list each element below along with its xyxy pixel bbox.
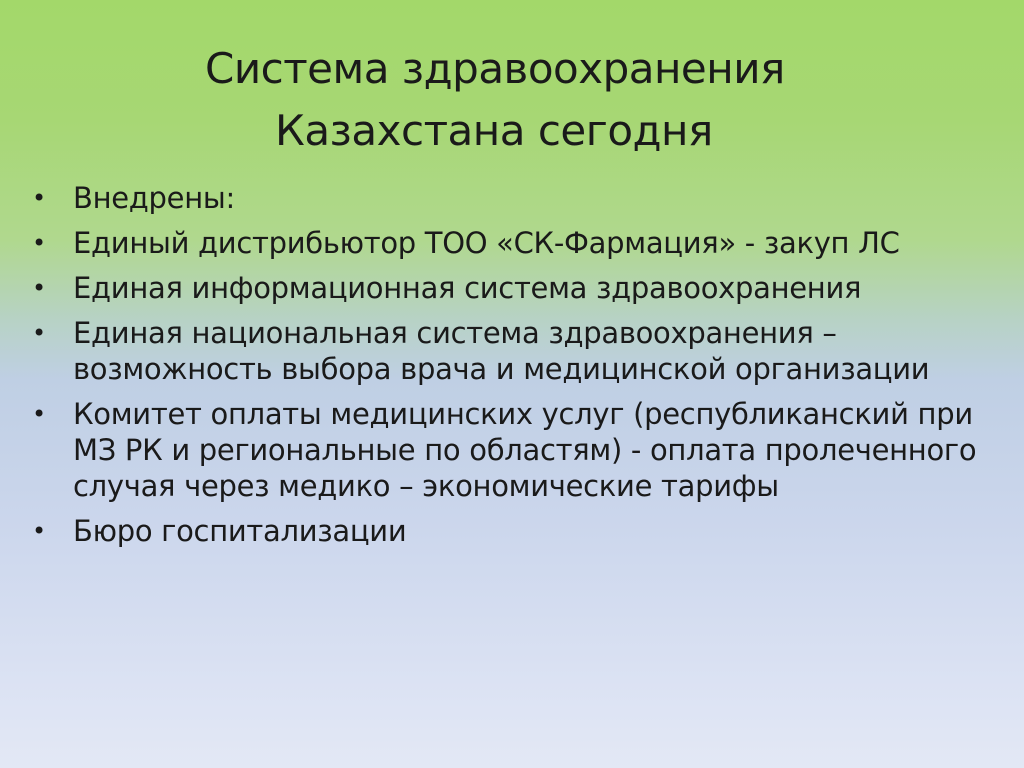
slide-title — [0, 38, 1024, 162]
bullet-icon: • — [32, 274, 46, 302]
bullet-icon: • — [32, 229, 46, 257]
bullet-text: Единая информационная система здравоохранения — [73, 271, 862, 305]
bullet-item-hospitalization-bureau — [32, 513, 992, 549]
bullet-icon: • — [32, 184, 46, 212]
bullet-text: Бюро госпитализации — [73, 514, 407, 548]
bullet-text: Единая национальная система здравоохранения – возможность выбора врача и медицинской организации — [73, 316, 930, 386]
bullet-text: Внедрены: — [73, 181, 235, 215]
bullet-item-distributor — [32, 225, 992, 261]
bullet-text: Единый дистрибьютор ТОО «СК-Фармация» - закуп ЛС — [73, 226, 900, 260]
bullet-item-information-system — [32, 270, 992, 306]
bullet-item-national-system — [32, 315, 992, 387]
bullet-icon: • — [32, 517, 46, 545]
bullet-item-payment-committee — [32, 396, 992, 504]
bullet-list — [32, 180, 992, 558]
bullet-item-introduced — [32, 180, 992, 216]
bullet-icon: • — [32, 319, 46, 347]
bullet-text: Комитет оплаты медицинских услуг (республиканский при МЗ РК и региональные по областям) - оплата пролеченного случая через медико – экономические тарифы — [73, 397, 977, 503]
slide-title-line-2: Казахстана сегодня — [275, 106, 713, 155]
slide-title-line-1: Система здравоохранения — [205, 44, 785, 93]
bullet-icon: • — [32, 400, 46, 428]
